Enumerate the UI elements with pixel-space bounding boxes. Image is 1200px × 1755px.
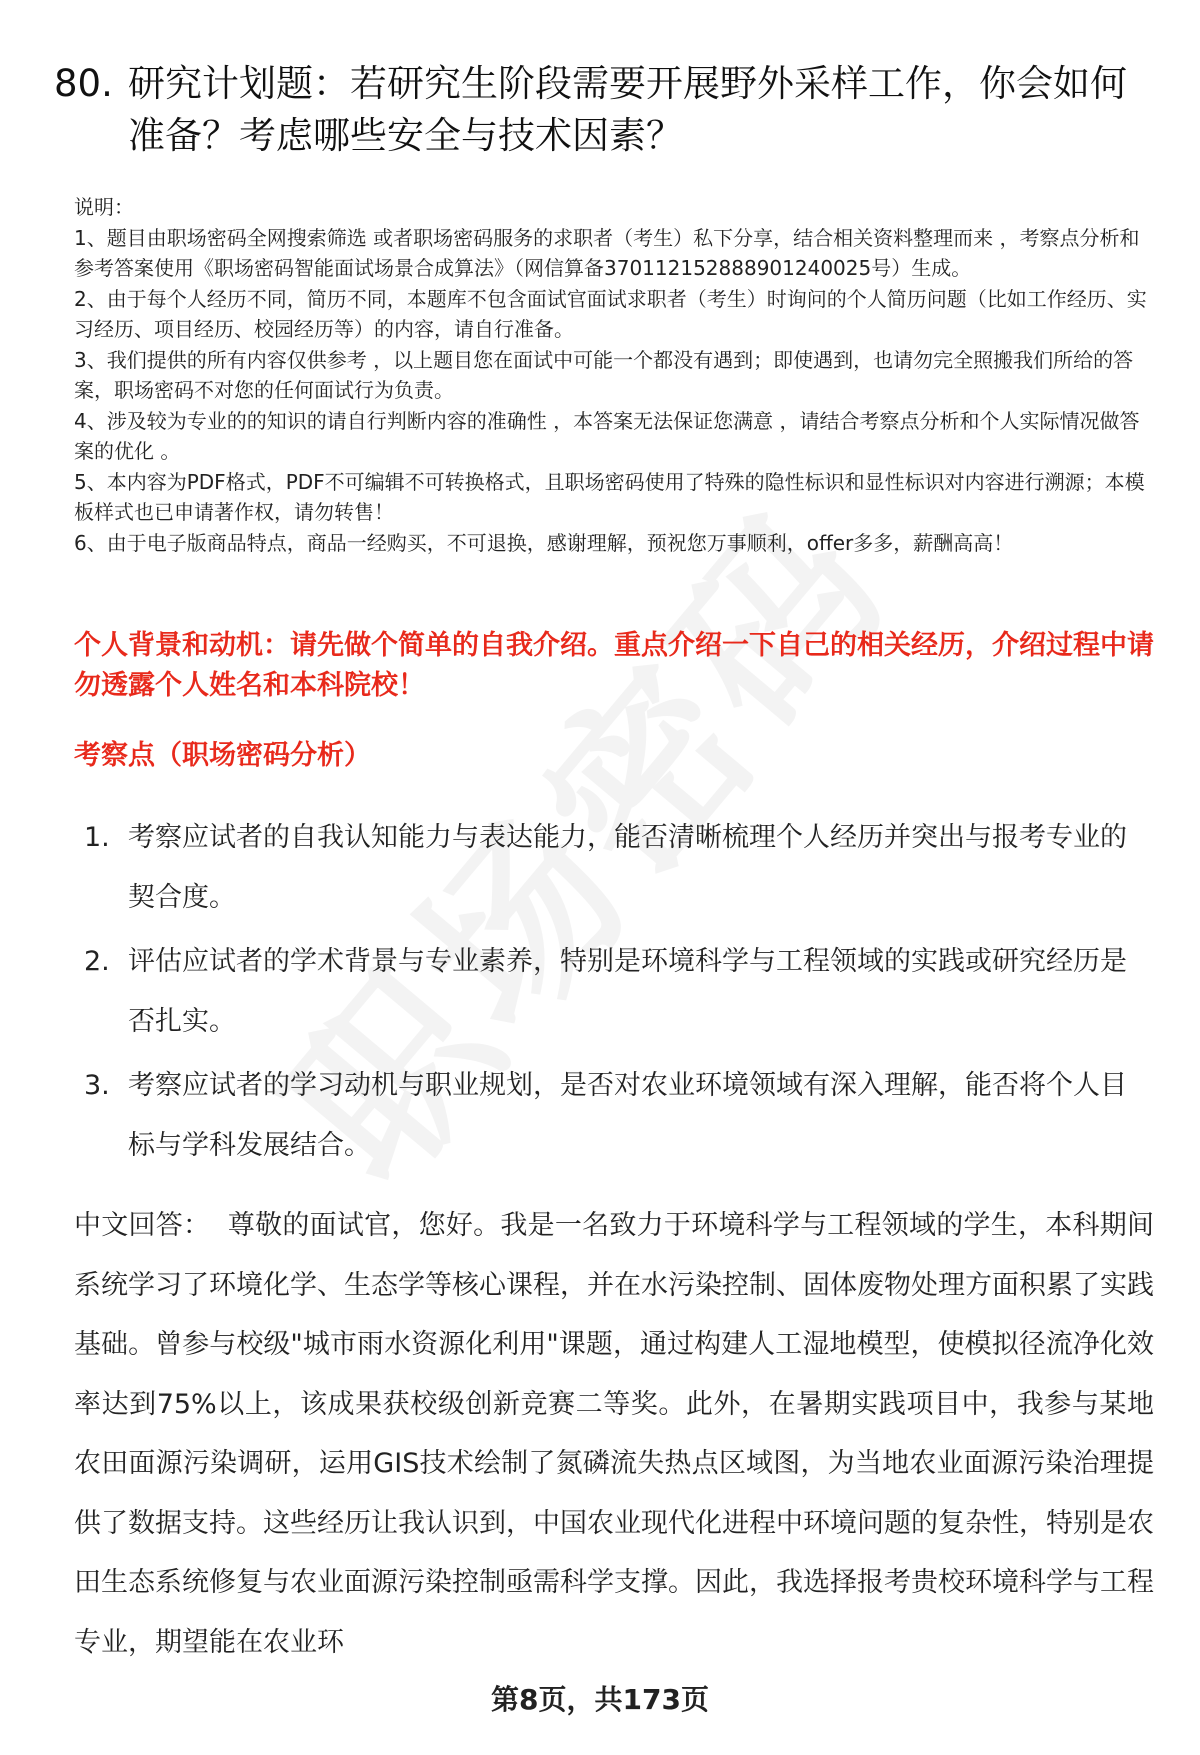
points-list — [84, 808, 1144, 1180]
list-item-number: 3. — [84, 1070, 110, 1101]
question-number: 80. — [54, 62, 113, 105]
answer-text: 尊敬的面试官，您好。我是一名致力于环境科学与工程领域的学生，本科期间系统学习了环境化学、生态学等核心课程，并在水污染控制、固体废物处理方面积累了实践基础。曾参与校级"城市雨水资源化利用"课题，通过构建人工湿地模型，使模拟径流净化效率达到75%以上，该成果获校级创新竞赛二等奖。此外，在暑期实践项目中，我参与某地农田面源污染调研，运用GIS技术绘制了氮磷流失热点区域图，为当地农业面源污染治理提供了数据支持。这些经历让我认识到，中国农业现代化进程中环境问题的复杂性，特别是农田生态系统修复与农业面源污染控制亟需科学支撑。因此，我选择报考贵校环境科学与工程专业，期望能在农业环 — [74, 1210, 1155, 1658]
list-item — [84, 1056, 1144, 1176]
answer-paragraph — [74, 1196, 1154, 1672]
list-item-text: 考察应试者的自我认知能力与表达能力，能否清晰梳理个人经历并突出与报考专业的契合度。 — [128, 822, 1127, 913]
notes-item: 6、由于电子版商品特点，商品一经购买，不可退换，感谢理解，预祝您万事顺利，offer多多，薪酬高高！ — [74, 530, 1014, 555]
answer-label: 中文回答： — [74, 1210, 211, 1241]
notes-item: 1、题目由职场密码全网搜索筛选 或者职场密码服务的求职者（考生）私下分享，结合相关资料整理而来 ，考察点分析和参考答案使用《职场密码智能面试场景合成算法》（网信算备370112152888901240025号）生成。 — [74, 225, 1140, 280]
list-item-text: 考察应试者的学习动机与职业规划，是否对农业环境领域有深入理解，能否将个人目标与学科发展结合。 — [128, 1070, 1127, 1161]
notes-heading: 说明： — [74, 195, 134, 219]
notes-item: 4、涉及较为专业的的知识的请自行判断内容的准确性 ，本答案无法保证您满意 ，请结合考察点分析和个人实际情况做答案的优化 。 — [74, 408, 1140, 463]
motivation-heading: 个人背景和动机：请先做个简单的自我介绍。重点介绍一下自己的相关经历，介绍过程中请勿透露个人姓名和本科院校！ — [74, 630, 1154, 701]
notes-item: 3、我们提供的所有内容仅供参考 ，以上题目您在面试中可能一个都没有遇到；即使遇到，也请勿完全照搬我们所给的答案，职场密码不对您的任何面试行为负责。 — [74, 347, 1134, 402]
notes-section — [74, 192, 1154, 558]
question-text: 研究计划题：若研究生阶段需要开展野外采样工作，你会如何准备？考虑哪些安全与技术因素？ — [128, 62, 1127, 157]
list-item-number: 1. — [84, 822, 110, 853]
list-item — [84, 932, 1144, 1052]
list-item — [84, 808, 1144, 928]
notes-item: 5、本内容为PDF格式，PDF不可编辑不可转换格式，且职场密码使用了特殊的隐性标识和显性标识对内容进行溯源；本模板样式也已申请著作权，请勿转售！ — [74, 469, 1145, 524]
list-item-number: 2. — [84, 946, 110, 977]
points-heading: 考察点（职场密码分析） — [74, 740, 371, 771]
notes-item: 2、由于每个人经历不同，简历不同，本题库不包含面试官面试求职者（考生）时询问的个人简历问题（比如工作经历、实习经历、项目经历、校园经历等）的内容，请自行准备。 — [74, 286, 1147, 341]
list-item-text: 评估应试者的学术背景与专业素养，特别是环境科学与工程领域的实践或研究经历是否扎实。 — [128, 946, 1127, 1037]
question-title — [54, 58, 1154, 162]
page-footer: 第8页，共173页 — [491, 1683, 709, 1716]
